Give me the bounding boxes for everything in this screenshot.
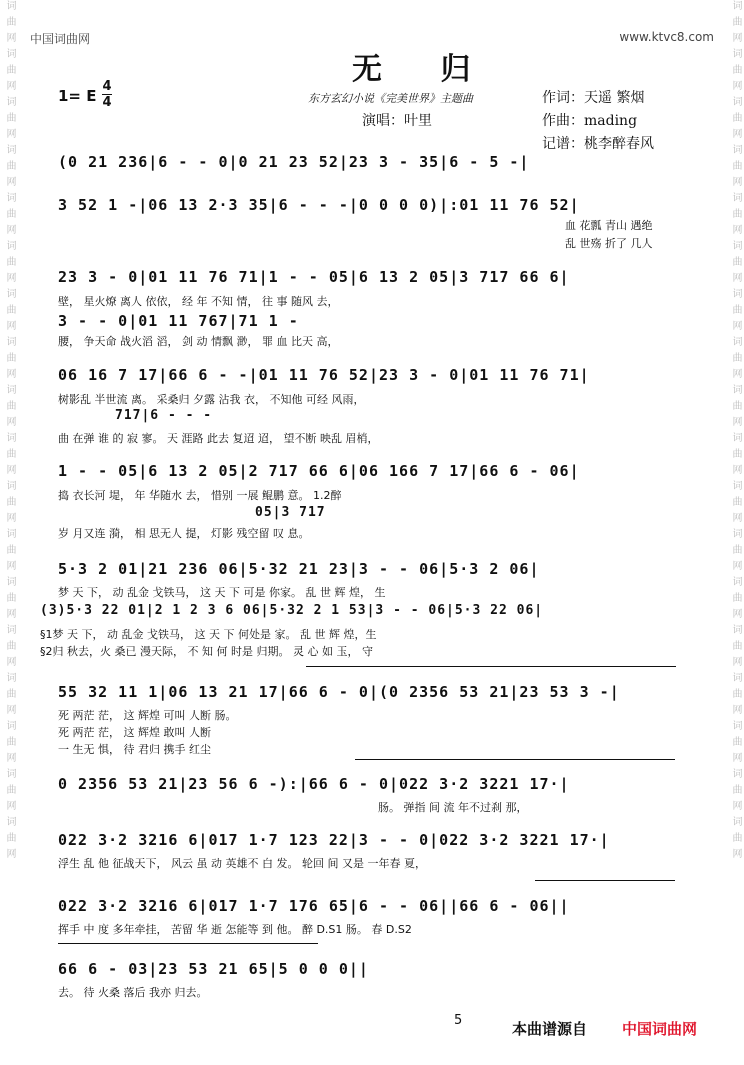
score-line-14: 022 3·2 3216 6|017 1·7 176 65|6 - - 06||66 6 - 06||	[58, 897, 570, 915]
lyric-line-2a: 血 花瓢 青山 遇绝	[565, 219, 653, 232]
song-subtitle: 东方玄幻小说《完美世界》主题曲	[308, 92, 473, 105]
lyric-line-14: 挥手 中 度 多年牵挂， 苦留 华 逝 怎能等 到 他。 醉 D.S1 肠。 春 D.S2	[58, 923, 412, 936]
lyric-line-11b: 死 两茫 茫， 这 辉煌 敢叫 人断	[58, 726, 211, 739]
lyric-line-4: 腰， 争天命 战火滔 滔， 剑 动 情飘 渺， 罪 血 比天 高，	[58, 335, 339, 348]
lyric-line-9: 梦 天 下， 动 乱金 戈铁马， 这 天 下 可是 你家。 乱 世 辉 煌， 生	[58, 586, 386, 599]
volta-bracket-1	[306, 666, 676, 667]
lyric-line-10b: §2归 秋去，火 桑已 漫天际， 不 知 何 时是 归期。 灵 心 如 玉， 守	[40, 645, 373, 658]
source-site-link[interactable]: 中国词曲网	[622, 1020, 698, 1038]
composer: 作曲：mading	[542, 113, 638, 129]
lyric-line-10a: §1梦 天 下， 动 乱金 戈铁马， 这 天 下 何处是 家。 乱 世 辉 煌，生	[40, 628, 377, 641]
score-line-3: 23 3 - 0|01 11 76 71|1 - - 05|6 13 2 05|3 717 66 6|	[58, 268, 570, 286]
score-line-9: 5·3 2 01|21 236 06|5·32 21 23|3 - - 06|5·3 2 06|	[58, 560, 540, 578]
volta-bracket-3	[535, 880, 675, 881]
side-watermark-left: 词曲网词曲网词曲网词曲网词曲网词曲网词曲网词曲网词曲网词曲网词曲网词曲网词曲网词曲网词曲网词曲网词曲网词曲网	[4, 0, 15, 864]
lyric-line-2b: 乱 世殇 折了 几人	[565, 237, 653, 250]
singer: 演唱：叶里	[362, 113, 432, 129]
score-line-15: 66 6 - 03|23 53 21 65|5 0 0 0||	[58, 960, 369, 978]
source-label: 本曲谱源自	[512, 1020, 588, 1038]
lyric-line-12: 肠。 弹指 间 流 年不过刹 那，	[378, 801, 528, 814]
volta-bracket-2	[355, 759, 675, 760]
score-line-6: 717|6 - - -	[115, 408, 213, 423]
lyric-line-15: 去。 待 火桑 落后 我亦 归去。	[58, 986, 208, 999]
page-number: 5	[454, 1013, 463, 1028]
key-signature: 1= E	[58, 87, 97, 105]
lyric-line-8: 岁 月又连 漪， 相 思无人 提， 灯影 残空留 叹 息。	[58, 527, 310, 540]
score-line-8: 05|3 717	[255, 505, 326, 520]
score-line-7: 1 - - 05|6 13 2 05|2 717 66 6|06 166 7 17|66 6 - 06|	[58, 462, 580, 480]
site-name-left: 中国词曲网	[30, 32, 91, 46]
song-title: 无 归	[352, 52, 495, 87]
score-line-12: 0 2356 53 21|23 56 6 -):|66 6 - 0|022 3·2 3221 17·|	[58, 775, 570, 793]
score-line-13: 022 3·2 3216 6|017 1·7 123 22|3 - - 0|022 3·2 3221 17·|	[58, 831, 610, 849]
transcriber: 记谱：桃李醉春风	[542, 136, 654, 152]
lyric-line-11a: 死 两茫 茫， 这 辉煌 可叫 人断 肠。	[58, 709, 237, 722]
time-signature	[102, 80, 112, 109]
score-line-5: 06 16 7 17|66 6 - -|01 11 76 52|23 3 - 0|01 11 76 71|	[58, 366, 590, 384]
side-watermark-right: 词曲网词曲网词曲网词曲网词曲网词曲网词曲网词曲网词曲网词曲网词曲网词曲网词曲网词曲网词曲网词曲网词曲网词曲网	[730, 0, 741, 864]
site-url-right: www.ktvc8.com	[619, 30, 714, 44]
lyric-line-3: 壁， 星火燎 离人 依依， 经 年 不知 情， 往 事 随风 去，	[58, 295, 339, 308]
time-sig-top: 4	[102, 79, 112, 94]
lyric-line-11c: 一 生无 惧， 待 君归 携手 红尘	[58, 743, 211, 756]
lyricist: 作词：天遥 繁烟	[542, 90, 645, 106]
volta-bracket-4	[58, 943, 318, 944]
lyric-line-6: 曲 在弹 谁 的 寂 寥。 天 涯路 此去 复迢 迢， 望不断 映乱 眉梢，	[58, 432, 379, 445]
score-line-1: (0 21 236|6 - - 0|0 21 23 52|23 3 - 35|6 - 5 -|	[58, 153, 530, 171]
lyric-line-7: 捣 衣长河 堤， 年 华随水 去， 惜别 一展 鲲鹏 意。 1.2醉	[58, 489, 342, 502]
lyric-line-5: 树影乱 半世流 离。 采桑归 夕露 沾我 衣， 不知他 可经 风雨，	[58, 393, 365, 406]
score-line-4: 3 - - 0|01 11 767|71 1 -	[58, 312, 299, 330]
score-line-11: 55 32 11 1|06 13 21 17|66 6 - 0|(0 2356 53 21|23 53 3 -|	[58, 683, 620, 701]
score-line-2: 3 52 1 -|06 13 2·3 35|6 - - -|0 0 0 0)|:01 11 76 52|	[58, 196, 580, 214]
lyric-line-13: 浮生 乱 他 征战天下， 风云 虽 动 英雄不 白 发。 轮回 间 又是 一年春 夏，	[58, 857, 426, 870]
time-sig-bottom: 4	[102, 95, 112, 110]
score-line-10: (3)5·3 22 01|2 1 2 3 6 06|5·32 2 1 53|3 - - 06|5·3 22 06|	[40, 603, 544, 618]
